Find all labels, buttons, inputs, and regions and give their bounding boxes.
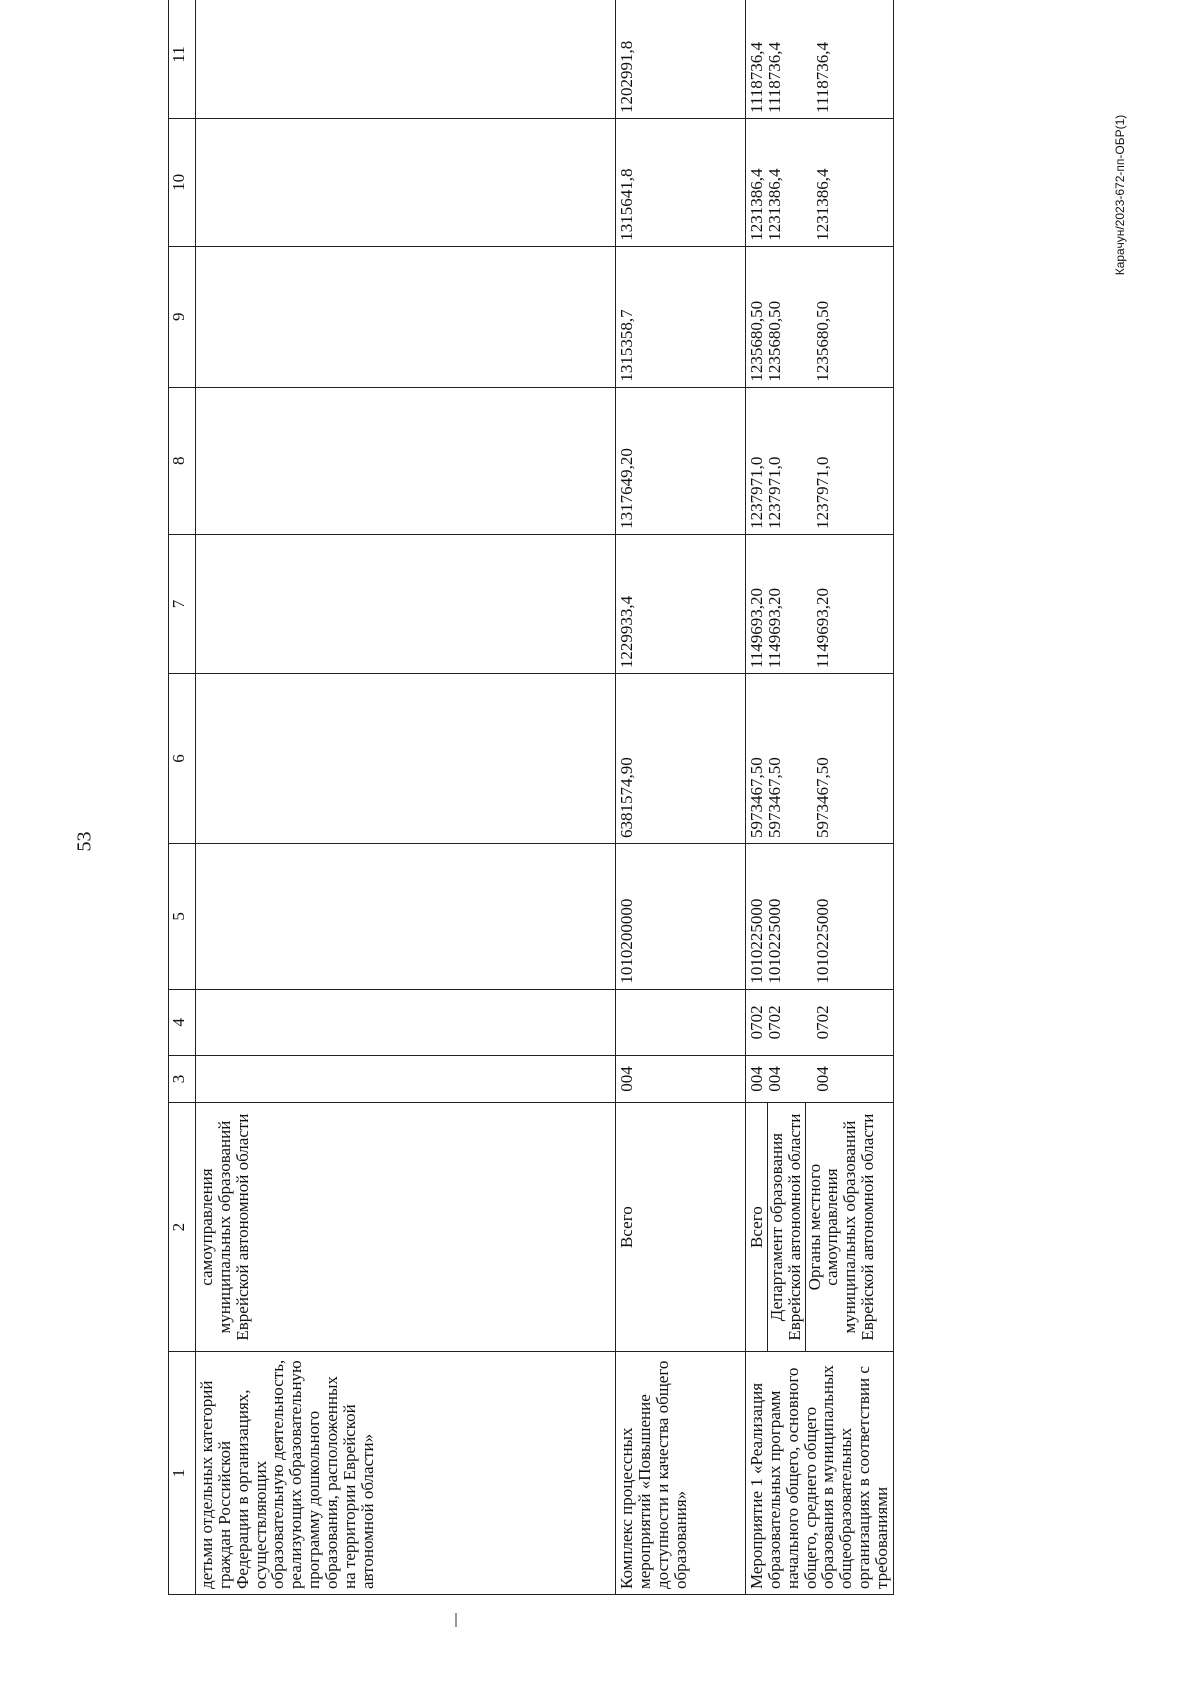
- value-line: 5973467,50: [747, 757, 766, 839]
- cell-total-stack: [746, 674, 894, 844]
- cell-description: Мероприятие 1 «Реализация образовательных программ начального общего, основного общего, среднего общего образования в муниципальных общеобразовательных организациях в соответствии с требованиями: [746, 1352, 894, 1595]
- cell-year-3-stack: [746, 246, 894, 387]
- col-header-7: 7: [169, 534, 196, 673]
- cell-year-2-stack: [746, 387, 894, 534]
- value-line: 0702: [747, 1005, 766, 1040]
- cell-empty: [196, 387, 616, 534]
- value-line: 1118736,4: [747, 41, 766, 113]
- executor-total: Всего: [747, 1206, 766, 1248]
- value-line: 0702: [812, 1005, 832, 1040]
- cell-year-5: 1202991,8: [616, 0, 746, 118]
- cell-executor: самоуправления муниципальных образований Еврейской автономной области: [196, 1102, 616, 1351]
- value-line: 1118736,4: [764, 41, 784, 113]
- budget-table: [168, 0, 894, 1595]
- cell-grbs-stack: [746, 1056, 894, 1103]
- value-line: 004: [812, 1066, 832, 1092]
- col-header-9: 9: [169, 246, 196, 387]
- col-header-4: 4: [169, 989, 196, 1055]
- document-id: Карачун/2023-672-пп-ОБР(1): [1113, 114, 1127, 276]
- col-header-8: 8: [169, 387, 196, 534]
- cell-year-4: 1315641,8: [616, 118, 746, 246]
- value-line: 1231386,4: [812, 168, 832, 241]
- col-header-6: 6: [169, 674, 196, 844]
- cell-section: [616, 989, 746, 1055]
- cell-empty: [196, 674, 616, 844]
- cell-empty: [196, 1056, 616, 1103]
- cell-empty: [196, 118, 616, 246]
- value-line: 1237971,0: [764, 456, 784, 529]
- value-line: 1149693,20: [747, 587, 766, 669]
- page-number: 53: [73, 831, 96, 852]
- value-line: 1235680,50: [764, 300, 784, 382]
- value-line: 1231386,4: [764, 168, 784, 241]
- col-header-1: 1: [169, 1352, 196, 1595]
- value-line: 5973467,50: [812, 757, 832, 839]
- cell-executor: Всего: [616, 1102, 746, 1351]
- value-line: 0702: [764, 1005, 784, 1040]
- executor-department: Департамент образования Еврейской автономной области: [767, 1103, 804, 1351]
- cell-empty: [196, 534, 616, 673]
- col-header-10: 10: [169, 118, 196, 246]
- header-row: [169, 0, 196, 1595]
- col-header-5: 5: [169, 844, 196, 990]
- col-header-2: 2: [169, 1102, 196, 1351]
- cell-year-1-stack: [746, 534, 894, 673]
- table-row-measure: [746, 0, 894, 1595]
- value-line: 1149693,20: [812, 587, 832, 669]
- cell-grbs: 004: [616, 1056, 746, 1103]
- table-row-continuation: [196, 0, 616, 1595]
- value-line: 1010225000: [747, 898, 766, 984]
- value-line: 1231386,4: [747, 168, 766, 241]
- value-line: 004: [747, 1066, 766, 1092]
- cell-year-3: 1315358,7: [616, 246, 746, 387]
- cell-empty: [196, 844, 616, 990]
- cell-total: 6381574,90: [616, 674, 746, 844]
- value-line: 1149693,20: [764, 587, 784, 669]
- rotated-table-container: [168, 0, 891, 1595]
- value-line: 004: [764, 1066, 784, 1092]
- value-line: 1237971,0: [812, 456, 832, 529]
- value-line: 1010225000: [764, 898, 784, 984]
- value-line: 1235680,50: [747, 300, 766, 382]
- cell-description: детьми отдельных категорий граждан Российской Федерации в организациях, осуществляющих образовательную деятельность, реализующих образовательную программу дошкольного образования, расположенных на территории Еврейской автономной области»: [196, 1352, 616, 1595]
- col-header-11: 11: [169, 0, 196, 118]
- scan-mark: [455, 1613, 457, 1627]
- cell-year-1: 1229933,4: [616, 534, 746, 673]
- value-line: 1118736,4: [812, 41, 832, 113]
- executor-local-authorities: Органы местного самоуправления муниципальных образований Еврейской автономной области: [805, 1103, 877, 1351]
- cell-description: Комплекс процессных мероприятий «Повышение доступности и качества общего образования»: [616, 1352, 746, 1595]
- value-line: 1010225000: [812, 898, 832, 984]
- cell-empty: [196, 246, 616, 387]
- col-header-3: 3: [169, 1056, 196, 1103]
- value-line: 5973467,50: [764, 757, 784, 839]
- cell-target-article: 1010200000: [616, 844, 746, 990]
- value-line: 1235680,50: [812, 300, 832, 382]
- cell-year-5-stack: [746, 0, 894, 118]
- cell-executor-stack: [746, 1102, 894, 1351]
- cell-year-2: 1317649,20: [616, 387, 746, 534]
- cell-target-article-stack: [746, 844, 894, 990]
- cell-year-4-stack: [746, 118, 894, 246]
- table-row-complex: [616, 0, 746, 1595]
- cell-empty: [196, 0, 616, 118]
- value-line: 1237971,0: [747, 456, 766, 529]
- cell-empty: [196, 989, 616, 1055]
- cell-section-stack: [746, 989, 894, 1055]
